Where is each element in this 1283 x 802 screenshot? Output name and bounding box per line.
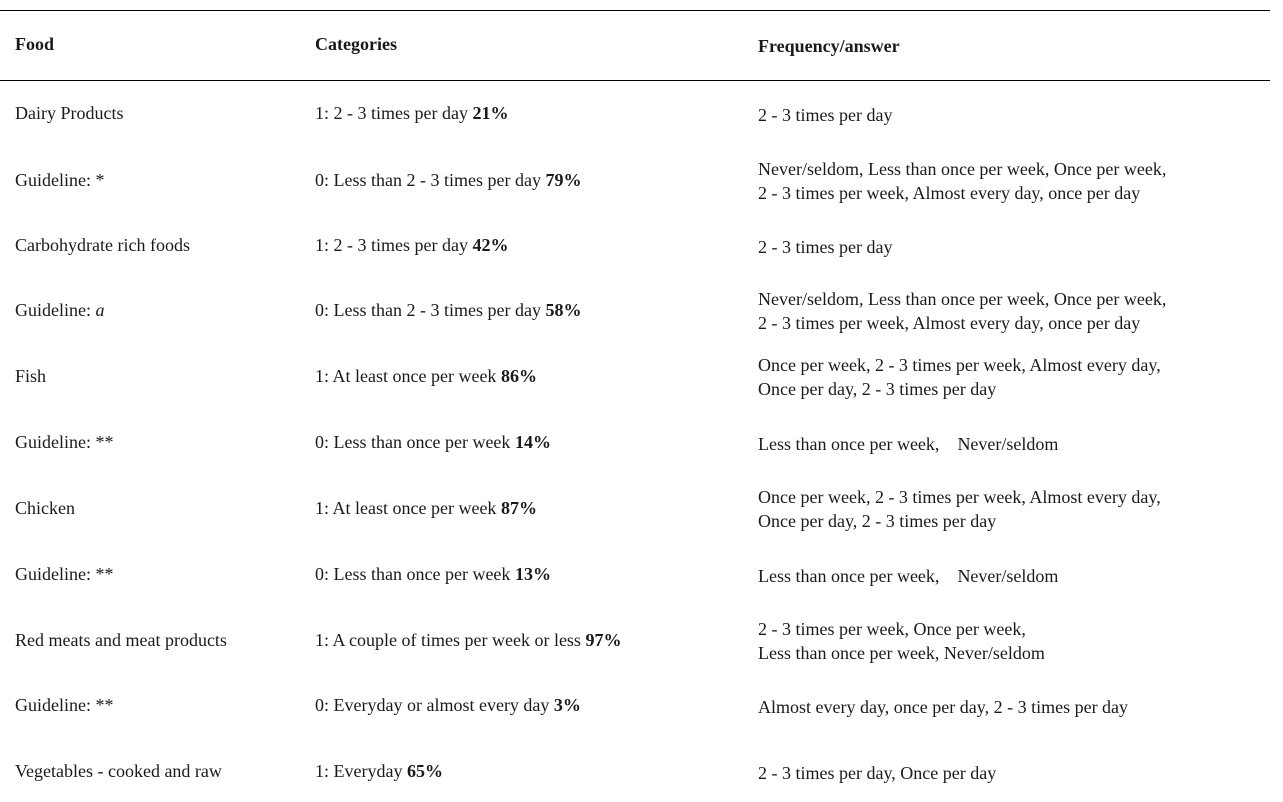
category-percent: 14% — [514, 432, 551, 452]
category-text: 0: Less than once per week — [315, 432, 511, 452]
category-text: 0: Less than 2 - 3 times per day — [315, 170, 541, 190]
header-categories: Categories — [315, 34, 397, 54]
frequency-line: Once per day, 2 - 3 times per day — [758, 379, 997, 399]
category-percent: 97% — [585, 630, 622, 650]
frequency-line: 2 - 3 times per day — [758, 237, 893, 257]
category-text: 1: 2 - 3 times per day — [315, 103, 468, 123]
category-text: 1: A couple of times per week or less — [315, 630, 581, 650]
frequency-cell — [758, 235, 892, 259]
food-cell: Guideline: * — [15, 170, 105, 190]
category-cell — [315, 630, 621, 651]
category-text: 0: Less than 2 - 3 times per day — [315, 300, 541, 320]
food-cell: Red meats and meat products — [15, 630, 227, 650]
category-cell — [315, 695, 581, 716]
frequency-cell — [758, 287, 1166, 335]
category-text: 1: At least once per week — [315, 498, 497, 518]
frequency-cell — [758, 761, 996, 785]
category-percent: 21% — [472, 103, 509, 123]
category-percent: 87% — [500, 498, 537, 518]
food-cell: Guideline: ** — [15, 432, 114, 452]
frequency-line: Never/seldom — [957, 434, 1059, 454]
frequency-line: Less than once per week, Never/seldom — [758, 643, 1045, 663]
category-cell — [315, 300, 581, 321]
frequency-line: Never/seldom, Less than once per week, Once per week, — [758, 159, 1167, 179]
frequency-cell — [758, 432, 1058, 456]
frequency-line: 2 - 3 times per day — [758, 105, 893, 125]
frequency-line: Once per week, 2 - 3 times per week, Almost every day, — [758, 355, 1161, 375]
category-cell — [315, 432, 551, 453]
frequency-line: Once per day, 2 - 3 times per day — [758, 511, 997, 531]
frequency-line: Never/seldom, Less than once per week, Once per week, — [758, 289, 1167, 309]
category-text: 0: Less than once per week — [315, 564, 511, 584]
category-cell — [315, 366, 537, 387]
frequency-line: 2 - 3 times per week, Almost every day, once per day — [758, 183, 1141, 203]
frequency-cell — [758, 103, 892, 127]
frequency-cell — [758, 353, 1161, 401]
frequency-cell — [758, 564, 1058, 588]
guideline-symbol: a — [95, 300, 105, 320]
frequency-line: Once per week, 2 - 3 times per week, Almost every day, — [758, 487, 1161, 507]
category-percent: 65% — [406, 761, 443, 781]
frequency-cell — [758, 617, 1045, 665]
food-cell: Fish — [15, 366, 47, 386]
category-text: 1: Everyday — [315, 761, 403, 781]
food-cell: Carbohydrate rich foods — [15, 235, 190, 255]
category-cell — [315, 235, 508, 256]
frequency-cell — [758, 157, 1166, 205]
category-cell — [315, 761, 443, 782]
frequency-line: 2 - 3 times per day, Once per day — [758, 763, 997, 783]
food-cell: Guideline: ** — [15, 564, 114, 584]
frequency-line: Almost every day, once per day, 2 - 3 times per day — [758, 697, 1129, 717]
header-food: Food — [15, 34, 55, 54]
frequency-cell — [758, 485, 1161, 533]
food-cell: Vegetables - cooked and raw — [15, 761, 222, 781]
frequency-cell — [758, 695, 1128, 719]
category-cell — [315, 103, 508, 124]
category-percent: 79% — [545, 170, 582, 190]
frequency-line: Never/seldom — [957, 566, 1059, 586]
header-frequency: Frequency/answer — [758, 36, 900, 56]
header-bottom-rule — [0, 80, 1270, 81]
food-cell: Dairy Products — [15, 103, 124, 123]
table-top-rule — [0, 10, 1270, 11]
frequency-line: 2 - 3 times per week, Almost every day, once per day — [758, 313, 1141, 333]
frequency-line: Less than once per week, — [758, 566, 940, 586]
category-cell — [315, 170, 581, 191]
category-text: 1: 2 - 3 times per day — [315, 235, 468, 255]
category-percent: 42% — [472, 235, 509, 255]
food-cell: Guideline: ** — [15, 695, 114, 715]
category-text: 1: At least once per week — [315, 366, 497, 386]
food-cell: Chicken — [15, 498, 75, 518]
category-cell — [315, 564, 551, 585]
category-percent: 13% — [514, 564, 551, 584]
food-cell: Guideline: a — [15, 300, 105, 320]
category-cell — [315, 498, 537, 519]
category-percent: 3% — [553, 695, 581, 715]
category-text: 0: Everyday or almost every day — [315, 695, 550, 715]
table-header-row — [0, 34, 1270, 60]
category-percent: 86% — [500, 366, 537, 386]
frequency-line: Less than once per week, — [758, 434, 940, 454]
frequency-line: 2 - 3 times per week, Once per week, — [758, 619, 1026, 639]
category-percent: 58% — [545, 300, 582, 320]
